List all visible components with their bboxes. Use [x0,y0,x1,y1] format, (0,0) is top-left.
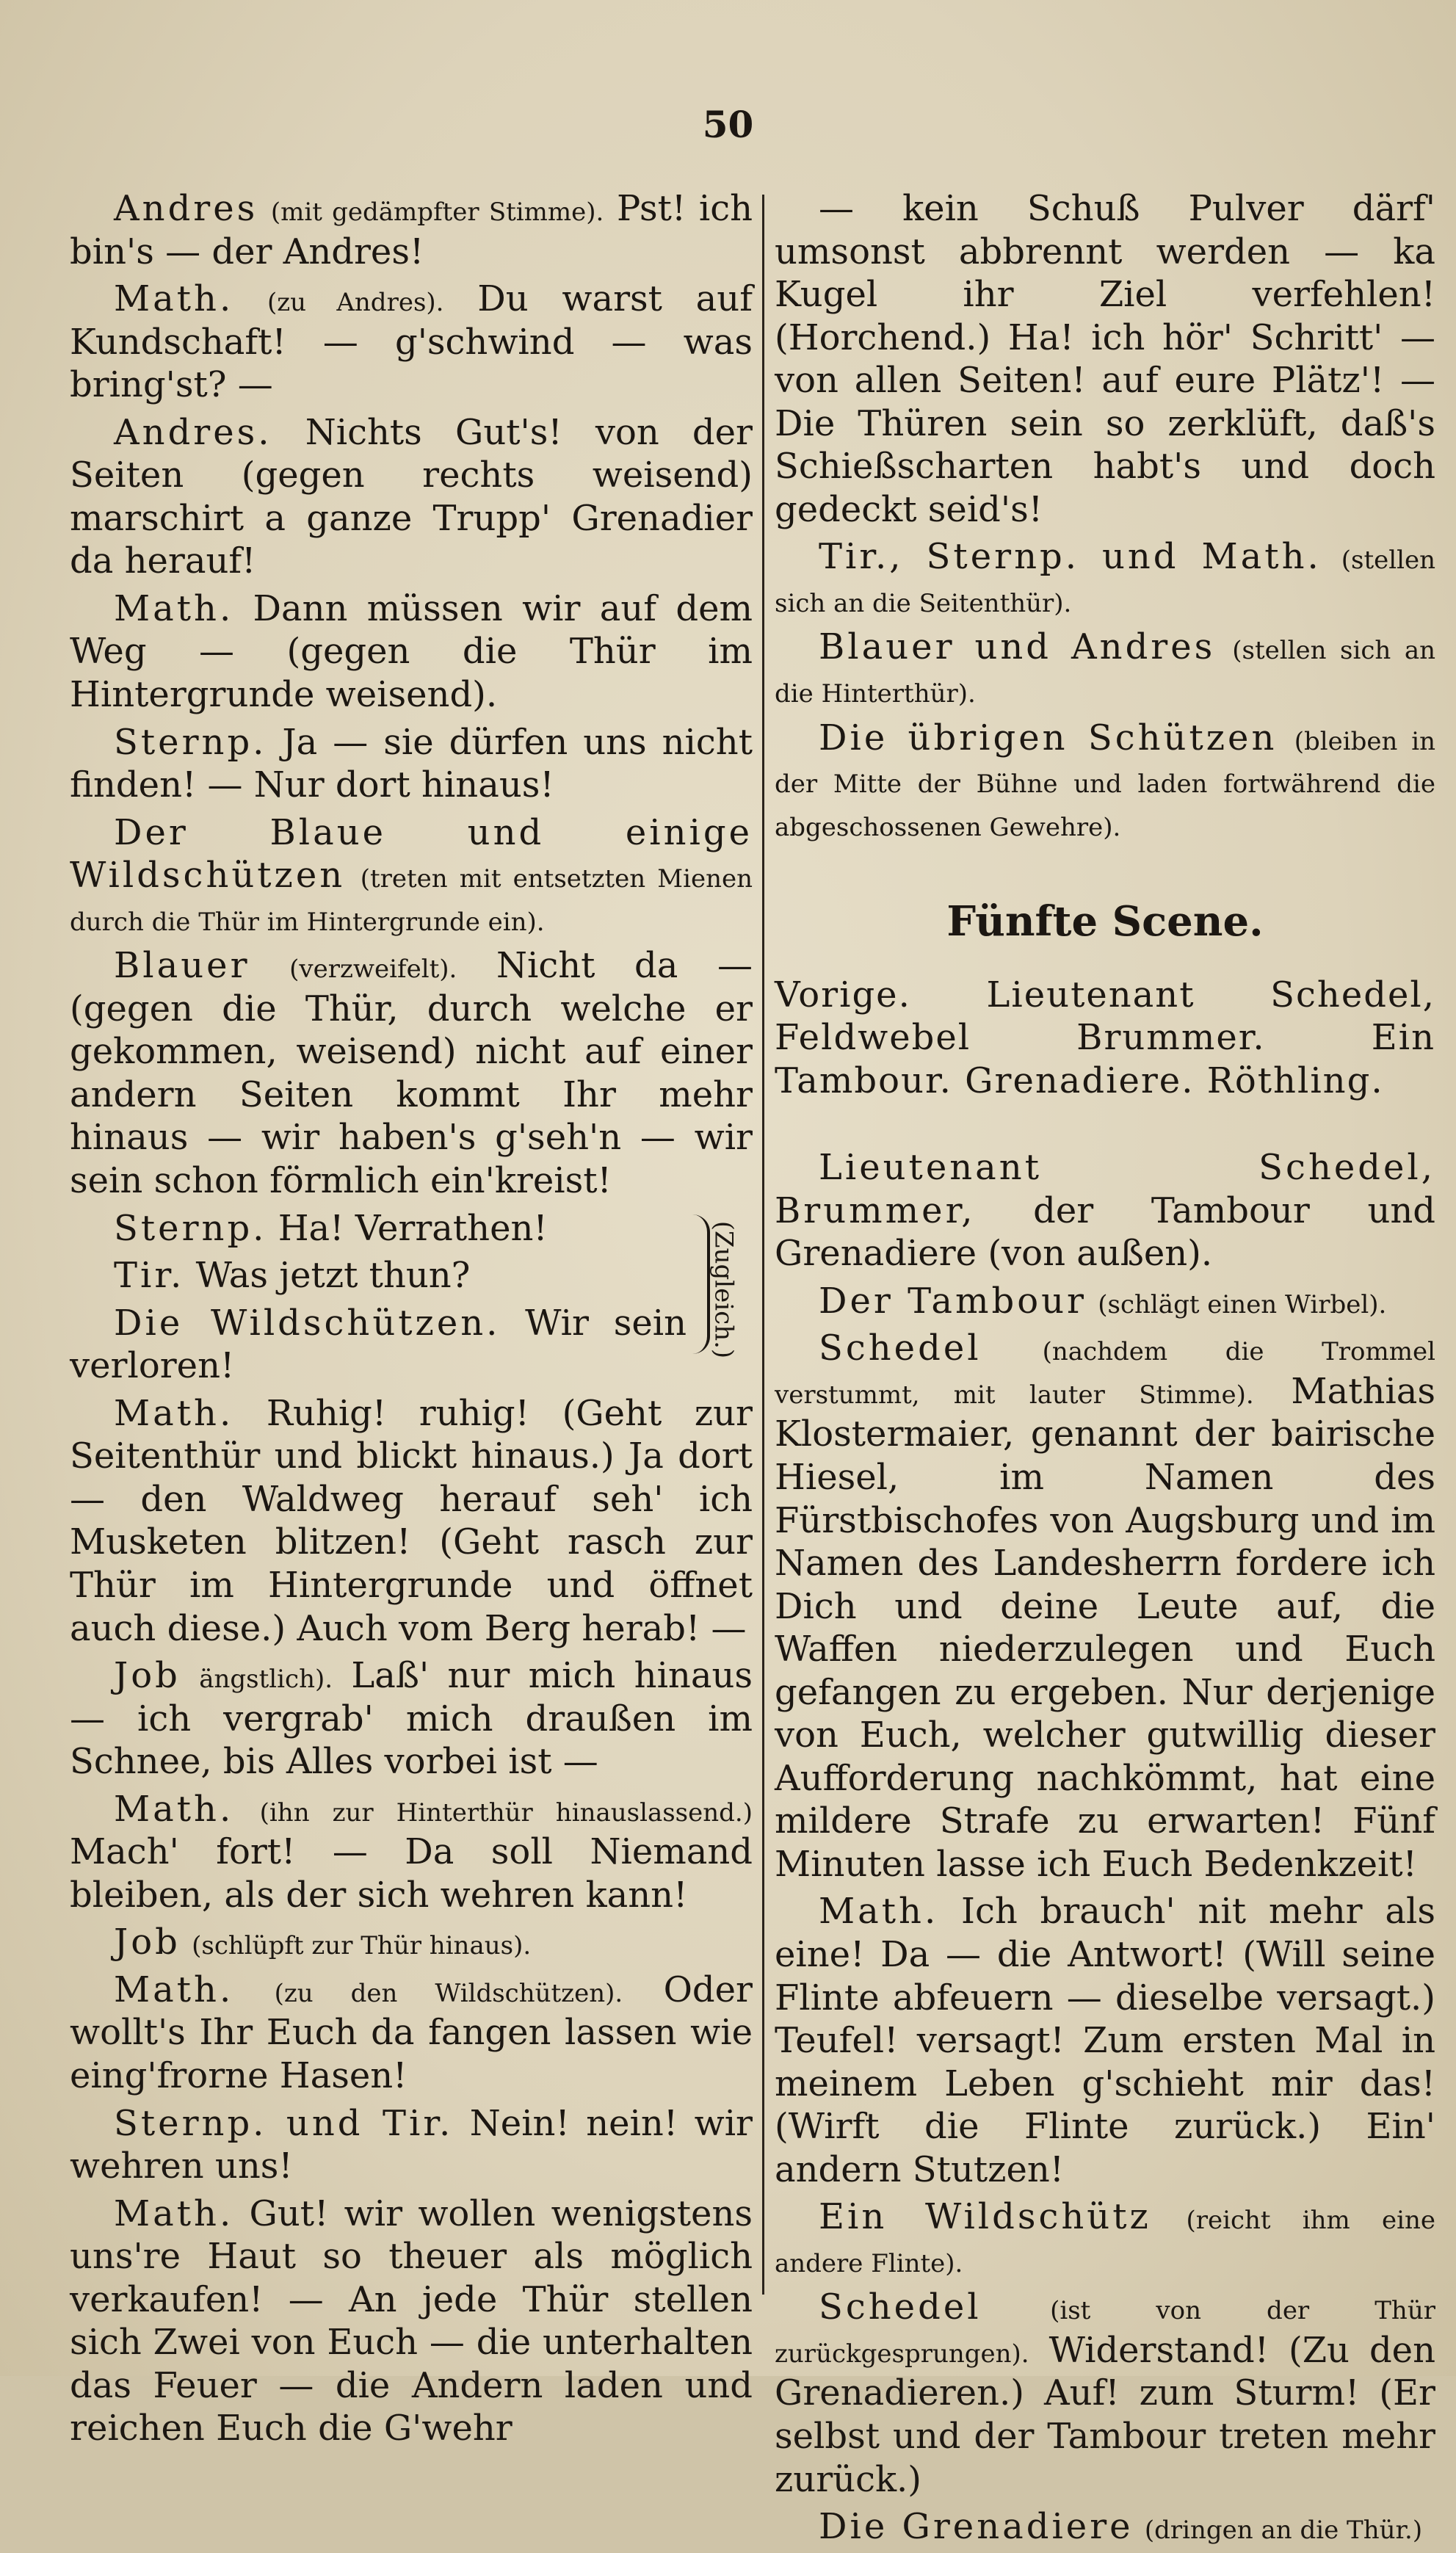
dialogue-text: Nichts Gut's! von der Seiten (gegen rechts weisend) marschirt a ganze Trupp' Grenadier da herauf! [70,411,753,582]
scene-title: Fünfte Scene. [946,897,1264,946]
dialogue-paragraph [775,626,1435,711]
speaker-name: Der Blaue und einige Wildschützen [70,811,753,897]
dialogue-text: Nicht da — (gegen die Thür, durch welche er gekommen, weisend) nicht auf einer andern Seiten kommt Ihr mehr hinaus — wir haben's g'seh'n — wir sein schon förmlich ein'kreist! [70,945,753,1202]
dialogue-text: Gut! wir wollen wenigstens uns're Haut so theuer als möglich verkaufen! — An jede Thür stellen sich Zwei von Euch — die unterhalten das Feuer — die Andern laden und reichen Euch die G'wehr [70,2192,753,2449]
dialogue-paragraph [70,1921,753,1964]
dialogue-paragraph [70,587,753,717]
dialogue-paragraph [775,1146,1435,1275]
dialogue-text: Nein! nein! wir wehren uns! [70,2102,753,2187]
stage-direction: (zu den Wildschützen). [274,1978,623,2008]
speaker-name: Math. [114,587,234,629]
dialogue-text: — kein Schuß Pulver därf' umsonst abbrennt werden — ka Kugel ihr Ziel verfehlen! (Horchend.) Ha! ich hör' Schritt' — von allen Seiten! auf eure Plätz'! — Die Thüren sein so zerklüft, daß's Schießscharten habt's und doch gedeckt seid's! [775,188,1435,530]
speaker-name: Math. [114,2192,234,2234]
dialogue-paragraph [775,535,1435,621]
stage-direction: (bleiben in der Mitte der Bühne und laden fortwährend die abgeschossenen Gewehre). [775,726,1436,842]
stage-direction: (schlägt einen Wirbel). [1098,1289,1387,1319]
speaker-name: Math. [114,1969,234,2010]
speaker-name: Job [114,1922,181,1963]
speaker-name: Math. [114,278,234,320]
dialogue-paragraph [70,411,753,583]
dialogue-paragraph [70,721,753,807]
column-divider [762,195,764,2295]
speaker-name: Math. [819,1891,939,1933]
speaker-name: Tir., Sternp. und Math. [819,536,1322,578]
dialogue-text: Oder wollt's Ihr Euch da fangen lassen wie eing'frorne Hasen! [70,1969,753,2096]
dialogue-paragraph [775,2505,1435,2549]
dialogue-text: Ruhig! ruhig! (Geht zur Seitenthür und blickt hinaus.) Ja dort — den Waldweg herauf seh' ich Musketen blitzen! (Geht rasch zur Thür im Hintergrunde und öffnet auch diese.) Auch vom Berg herab! — [70,1392,753,1649]
dialogue-text: Ha! Verrathen! [278,1207,548,1249]
left-column [70,187,753,2455]
speaker-name: Andres [114,188,258,229]
dialogue-paragraph [70,1969,753,2098]
dialogue-text: Mach' fort! — Da soll Niemand bleiben, als der sich wehren kann! [70,1831,753,1916]
dialogue-text: Mathias Klostermaier, genannt der bairische Hiesel, im Namen des Fürstbischofes von Augsburg und im Namen des Landesherrn fordere ich Dich und deine Leute auf, die Waffen niederzulegen und Euch gefangen zu ergeben. Nur derjenige von Euch, welcher gutwillig dieser Aufforderung nachkömmt, hat eine mildere Strafe zu erwarten! Fünf Minuten lasse ich Euch Bedenkzeit! [775,1370,1435,1885]
stage-direction: (dringen an die Thür.) [1144,2516,1423,2546]
speaker-name: Der Tambour [819,1280,1087,1322]
stage-direction: (treten mit entsetzten Mienen durch die Thür im Hintergrunde ein). [70,864,753,937]
stage-direction: (schlüpft zur Thür hinaus). [192,1931,532,1961]
stage-direction: (verzweifelt). [289,955,457,985]
dialogue-text: Du warst auf Kundschaft! — g'schwind — was bring'st? — [70,278,753,406]
dialogue-paragraph [70,2192,753,2450]
speaker-name: Schedel [819,2286,982,2328]
dialogue-paragraph [70,187,753,273]
dialogue-paragraph [70,1654,753,1784]
dialogue-text: Ja — sie dürfen uns nicht finden! — Nur dort hinaus! [70,721,753,806]
stage-direction: (stellen sich an die Seitenthür). [775,546,1435,618]
dialogue-text: Pst! ich bin's — der Andres! [70,188,753,272]
dialogue-text: Dann müssen wir auf dem Weg — (gegen die Thür im Hintergrunde weisend). [70,587,753,716]
dialogue-paragraph [775,2195,1435,2281]
speaker-name: Schedel [819,1328,982,1369]
stage-direction: (nachdem die Trommel verstummt, mit lauter Stimme). [775,1337,1435,1410]
stage-direction: (ihn zur Hinterthür hinauslassend.) [259,1797,753,1828]
dialogue-text: Was jetzt thun? [195,1255,471,1297]
dialogue-text: der Tambour und Grenadiere (von außen). [775,1189,1435,1275]
right-column [775,187,1435,2553]
stage-direction: (zu Andres). [267,288,444,318]
dialogue-paragraph [70,944,753,1202]
speaker-name: Lieutenant Schedel, Brummer, [775,1147,1435,1231]
stage-direction: ängstlich). [199,1665,333,1695]
speaker-name: Sternp. [114,721,267,763]
dialogue-paragraph [70,1392,753,1650]
simultaneous-line [70,1254,687,1297]
stage-direction: (stellen sich an die Hinterthür). [775,636,1435,709]
dialogue-text: Laß' nur mich hinaus — ich vergrab' mich draußen im Schnee, bis Alles vorbei ist — [70,1655,753,1783]
speaker-name: Tir. [114,1255,185,1297]
dialogue-paragraph [775,717,1435,846]
speaker-name: Andres. [114,411,272,453]
simultaneous-line [70,1302,687,1388]
page-number: 50 [702,103,754,146]
dialogue-paragraph [775,1327,1435,1886]
speaker-name: Die Wildschützen. [114,1302,501,1344]
dialogue-paragraph [775,1890,1435,2191]
scene-cast: Vorige. Lieutenant Schedel, Feldwebel Brummer. Ein Tambour. Grenadiere. Röthling. [775,974,1435,1101]
stage-direction: (mit gedämpfter Stimme). [270,198,604,227]
speaker-name: Die übrigen Schützen [819,717,1278,758]
speaker-name: Math. [114,1392,234,1434]
dialogue-paragraph [70,1788,753,1917]
dialogue-paragraph [70,278,753,407]
stage-direction: (reicht ihm eine andere Flinte). [775,2206,1435,2278]
speaker-name: Blauer und Andres [819,626,1216,668]
speaker-name: Job [114,1655,181,1697]
dialogue-paragraph [775,1280,1435,1323]
dialogue-paragraph [70,811,753,941]
dialogue-paragraph [775,187,1435,531]
speaker-name: Sternp. und Tir. [114,2102,454,2144]
dialogue-text: Ich brauch' nit mehr als eine! Da — die Antwort! (Will seine Flinte abfeuern — dieselbe versagt.) Teufel! versagt! Zum ersten Mal in meinem Leben g'schieht mir das! (Wirft die Flinte zurück.) Ein' andern Stutzen! [775,1891,1435,2190]
stage-direction: (ist von der Thür zurückgesprungen). [775,2296,1435,2369]
dialogue-paragraph [775,2286,1435,2501]
dialogue-text: Widerstand! (Zu den Grenadieren.) Auf! zum Sturm! (Er selbst und der Tambour treten mehr zurück.) [775,2329,1435,2500]
speaker-name: Math. [114,1788,234,1830]
speaker-name: Sternp. [114,1207,267,1249]
simultaneous-line [70,1207,687,1250]
speaker-name: Blauer [114,945,250,987]
dialogue-text: Wir sein verloren! [70,1302,687,1387]
speaker-name: Die Grenadiere [819,2506,1134,2548]
dialogue-paragraph [70,2102,753,2188]
simultaneous-label: (Zugleich.) [709,1220,739,1358]
speaker-name: Ein Wildschütz [819,2196,1151,2238]
simultaneous-block [70,1207,753,1388]
